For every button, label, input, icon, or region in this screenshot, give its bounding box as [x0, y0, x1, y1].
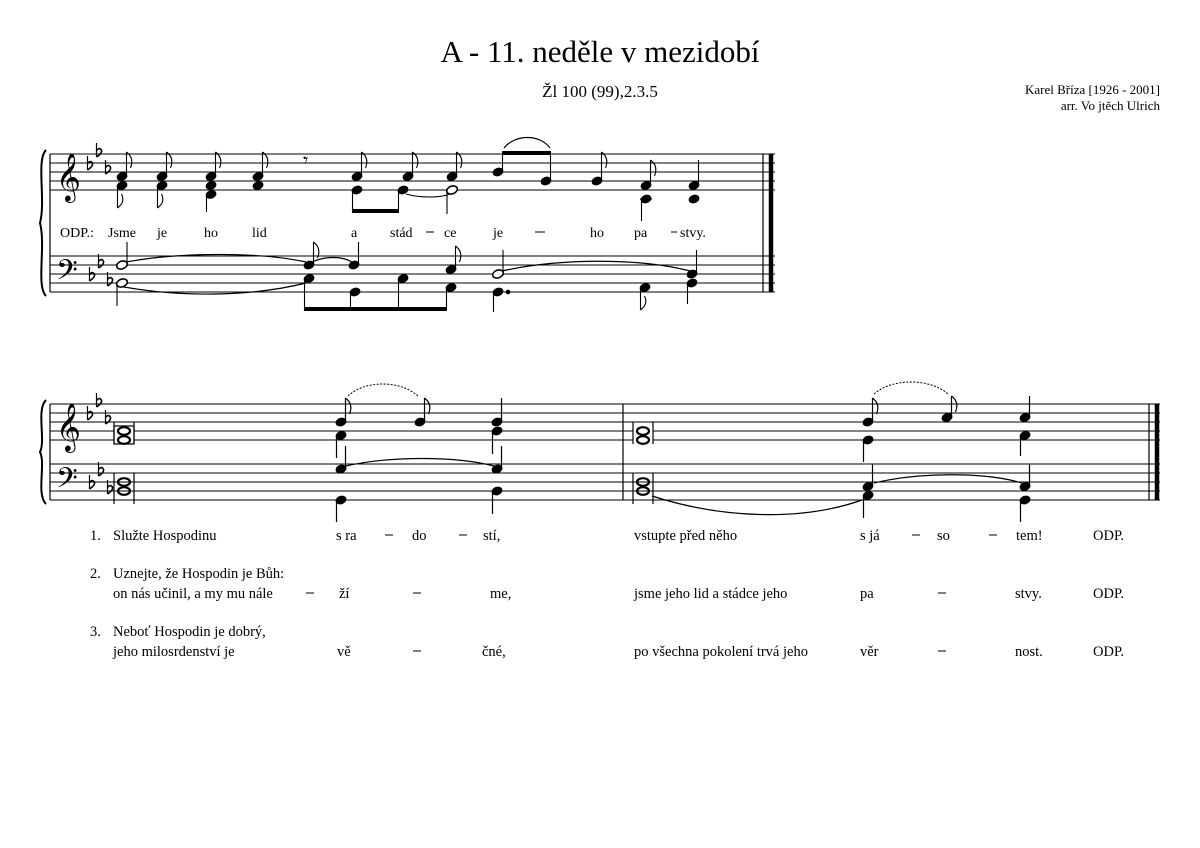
- syllable: tem!: [1016, 528, 1043, 544]
- treble-clef-icon: 𝄞: [56, 402, 81, 451]
- syllable: čné,: [482, 644, 506, 660]
- bass-staff-1: [50, 256, 775, 292]
- dashed-slur: [348, 384, 418, 396]
- syllable: a: [351, 226, 358, 241]
- system-brace: [40, 150, 46, 296]
- tie: [652, 496, 862, 515]
- syllable: pa: [860, 586, 874, 602]
- verse-line: Neboť Hospodin je dobrý,: [113, 624, 266, 640]
- verse-line: po všechna pokolení trvá jeho: [634, 644, 808, 660]
- syllable: stí,: [483, 528, 501, 544]
- system-brace: [40, 400, 46, 504]
- refrain-lyrics: [60, 226, 706, 241]
- syllable: ho: [590, 226, 604, 241]
- syllable: do: [412, 528, 427, 544]
- treble-staff-2: [50, 404, 1160, 440]
- treble-notes-2: [114, 396, 1031, 462]
- verse-1: [90, 528, 1124, 544]
- system-2: [40, 382, 1160, 522]
- verses: [90, 528, 1124, 660]
- composer-credit: Karel Bříza [1926 - 2001]: [1024, 82, 1160, 97]
- tie: [406, 194, 450, 197]
- syllable: vě: [337, 644, 351, 660]
- bass-clef-icon: 𝄢: [56, 254, 78, 294]
- bass-staff-2: [50, 464, 1160, 500]
- verse-3: [90, 624, 1124, 660]
- page-title: A - 11. neděle v mezidobí: [440, 34, 760, 69]
- verse-2: [90, 566, 1124, 602]
- odp-marker: ODP.: [1093, 528, 1125, 544]
- treble-clef-icon: 𝄞: [56, 152, 81, 201]
- tie: [346, 459, 494, 467]
- verse-line: Služte Hospodinu: [113, 528, 217, 544]
- syllable: nost.: [1015, 644, 1043, 660]
- syllable: s ra: [336, 528, 357, 544]
- verse-number: 3.: [90, 624, 101, 640]
- refrain-label: ODP.:: [60, 226, 94, 241]
- verse-line: jsme jeho lid a stádce jeho: [634, 586, 788, 602]
- bass-clef-icon: 𝄢: [56, 462, 78, 502]
- syllable: s já: [860, 528, 880, 544]
- slur: [504, 138, 550, 149]
- syllable: stvy.: [1015, 586, 1042, 602]
- bass-notes-1: [116, 242, 698, 312]
- syllable: je: [157, 226, 168, 241]
- verse-line: on nás učinil, a my mu nále: [113, 586, 273, 602]
- dashed-slur: [874, 382, 948, 394]
- key-signature-flats: [88, 393, 113, 494]
- syllable: ží: [339, 586, 350, 602]
- odp-marker: ODP.: [1093, 644, 1125, 660]
- syllable: pa: [634, 226, 648, 241]
- verse-line: jeho milosrdenství je: [113, 644, 235, 660]
- syllable: ce: [444, 226, 457, 241]
- arranger-credit: arr. Vo jtěch Ulrich: [1060, 98, 1160, 113]
- syllable: me,: [490, 586, 512, 602]
- syllable: je: [493, 226, 504, 241]
- syllable: věr: [860, 644, 879, 660]
- verse-number: 1.: [90, 528, 101, 544]
- verse-line: vstupte před něho: [634, 528, 738, 544]
- bass-notes-2: [114, 446, 1031, 522]
- system-1: [40, 138, 775, 313]
- syllable: ho: [204, 226, 218, 241]
- syllable: stád: [390, 226, 413, 241]
- syllable: stvy.: [680, 226, 706, 241]
- verse-line: Uznejte, že Hospodin je Bůh:: [113, 566, 285, 582]
- odp-marker: ODP.: [1093, 586, 1125, 602]
- treble-notes-1: [116, 148, 700, 221]
- syllable: Jsme: [108, 226, 136, 241]
- svg-text:𝄾: 𝄾: [303, 148, 309, 172]
- syllable: so: [937, 528, 950, 544]
- psalm-reference: Žl 100 (99),2.3.5: [542, 82, 658, 101]
- verse-number: 2.: [90, 566, 101, 582]
- syllable: lid: [252, 226, 267, 241]
